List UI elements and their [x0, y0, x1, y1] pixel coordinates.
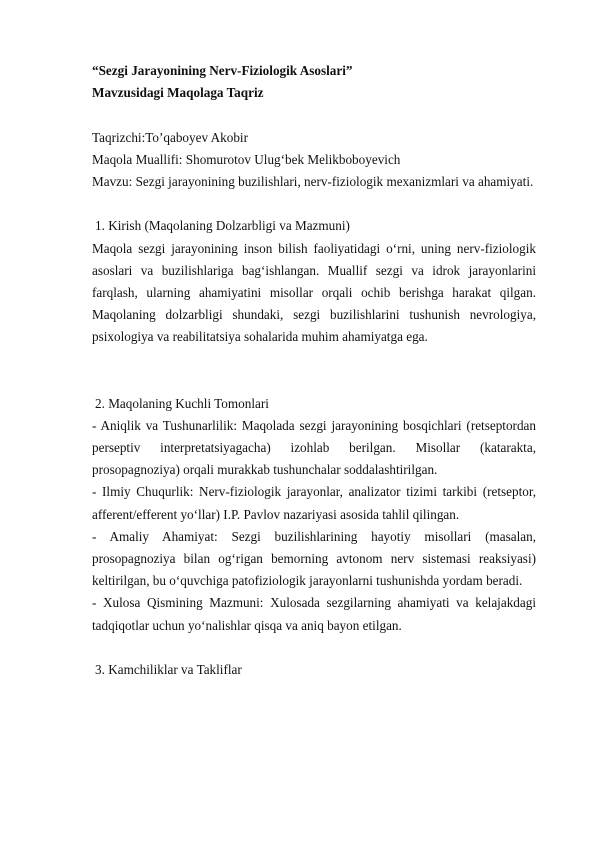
document-body	[92, 60, 536, 681]
strength-item-3: - Amaliy Ahamiyat: Sezgi buzilishlarining hayotiy misollari (masalan, prosopagnoziya bilan og‘rigan bemorning avtonom nerv sistemasi reaksiyasi) keltirilgan, bu o‘quvchiga patofiziologik jarayonlarni tushunishda yordam beradi.	[92, 528, 536, 589]
section-1-paragraph: Maqola sezgi jarayonining inson bilish faoliyatidagi o‘rni, uning nerv-fiziologik asoslari va buzilishlariga bag‘ishlangan. Muallif sezgi va idrok jarayonlarini farqlash, ularning ahamiyatini misollar orqali ochib berishga harakat qilgan. Maqolaning dolzarbligi shundaki, sezgi buzilishlarini tushunish nevrologiya, psixologiya va reabilitatsiya sohalarida muhim ahamiyatga ega.	[92, 240, 536, 345]
title-line-2: Mavzusidagi Maqolaga Taqriz	[92, 85, 264, 101]
section-1-heading: 1. Kirish (Maqolaning Dolzarbligi va Mazmuni)	[95, 218, 350, 234]
strength-item-1: - Aniqlik va Tushunarlilik: Maqolada sezgi jarayonining bosqichlari (retseptordan perseptiv interpretatsiyagacha) izohlab berilgan. Misollar (katarakta, prosopagnoziya) orqali murakkab tushunchalar soddalashtirilgan.	[92, 417, 536, 478]
topic-paragraph: Mavzu: Sezgi jarayonining buzilishlari, nerv-fiziologik mexanizmlari va ahamiyati.	[92, 174, 534, 189]
reviewer-line: Taqrizchi:To’qaboyev Akobir	[92, 129, 248, 145]
section-2-heading: 2. Maqolaning Kuchli Tomonlari	[95, 395, 269, 411]
strength-item-4: - Xulosa Qismining Mazmuni: Xulosada sezgilarning ahamiyati va kelajakdagi tadqiqotlar uchun yo‘nalishlar qisqa va aniq bayon etilgan.	[92, 595, 536, 633]
strength-item-2: - Ilmiy Chuqurlik: Nerv-fiziologik jarayonlar, analizator tizimi tarkibi (retseptor, afferent/efferent yo‘llar) I.P. Pavlov nazariyasi asosida tahlil qilingan.	[92, 484, 536, 522]
section-3-heading: 3. Kamchiliklar va Takliflar	[95, 662, 242, 678]
title-line-1: “Sezgi Jarayonining Nerv-Fiziologik Asoslari”	[92, 63, 353, 78]
author-line: Maqola Muallifi: Shomurotov Ulug‘bek Melikboboyevich	[92, 151, 401, 167]
